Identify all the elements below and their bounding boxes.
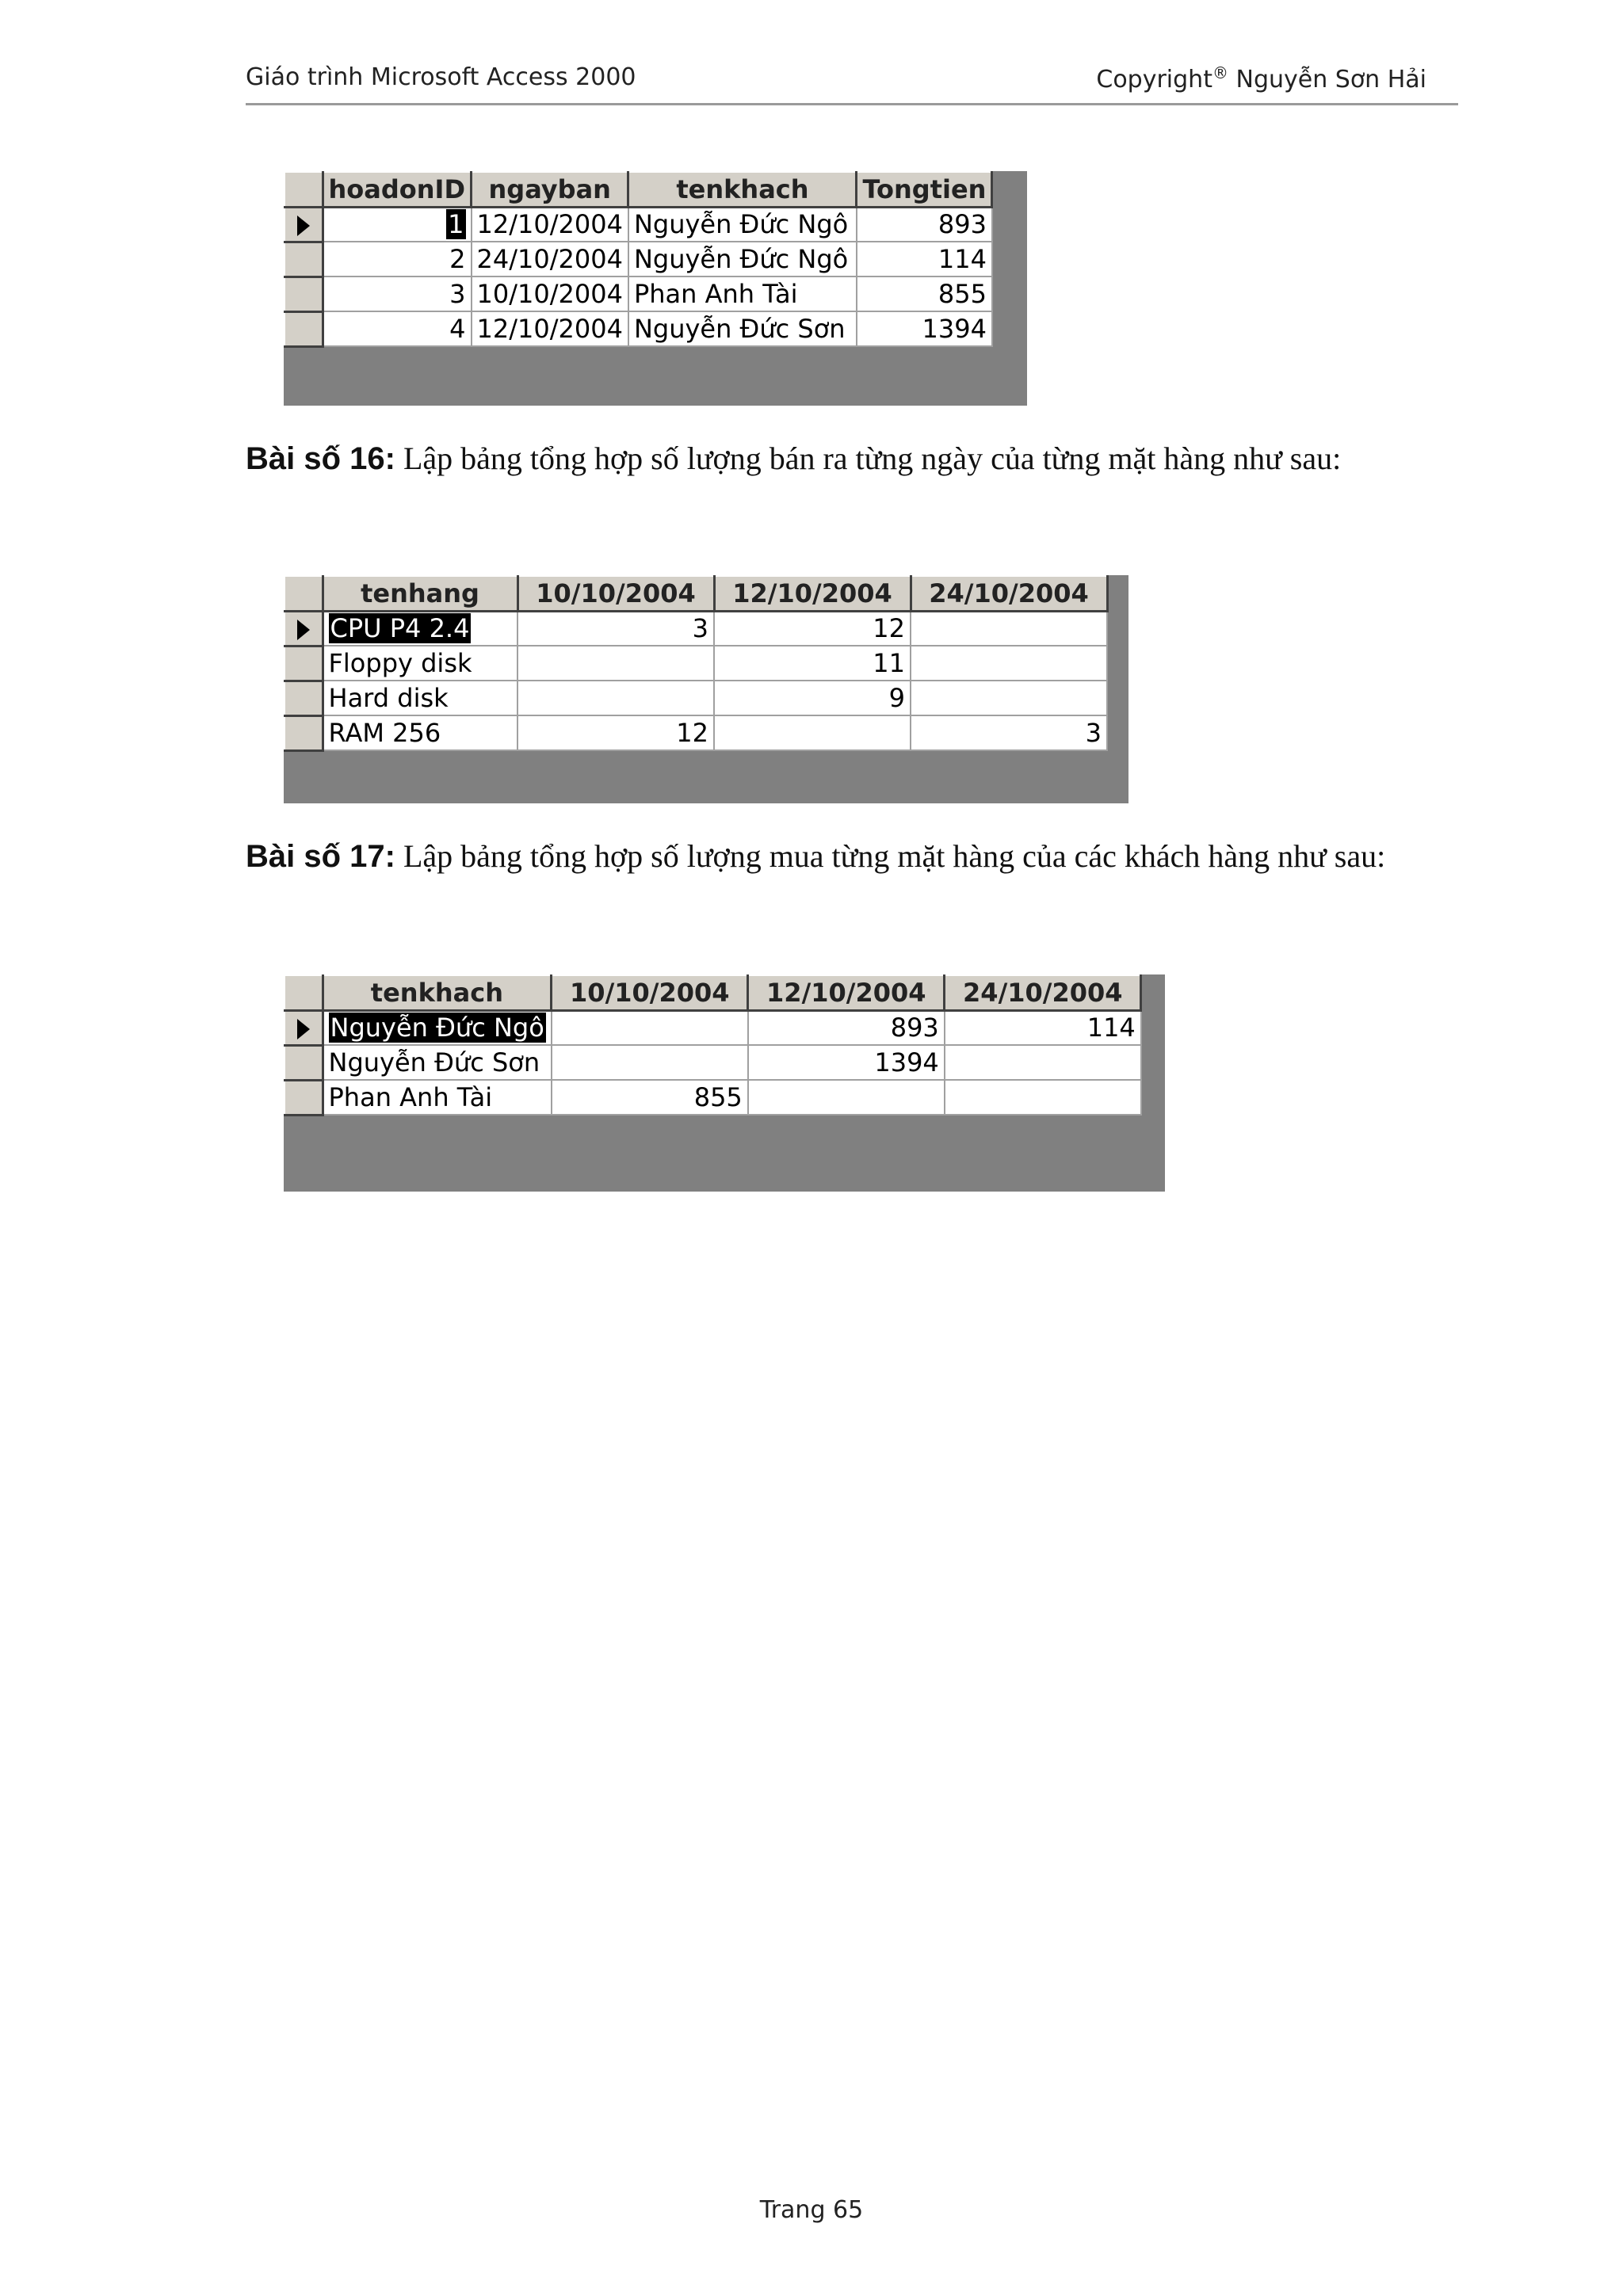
record-selector[interactable] — [285, 715, 323, 750]
column-header[interactable]: 24/10/2004 — [945, 975, 1141, 1010]
cell[interactable]: 114 — [945, 1010, 1141, 1045]
select-all-corner[interactable] — [285, 576, 323, 611]
column-header[interactable]: tenkhach — [323, 975, 552, 1010]
table-row[interactable] — [285, 1080, 1141, 1115]
record-selector[interactable] — [285, 1045, 323, 1080]
column-header[interactable]: 10/10/2004 — [517, 576, 714, 611]
exercise-label: Bài số 17: — [246, 839, 395, 874]
current-record-arrow-icon — [297, 620, 310, 640]
cell[interactable]: 114 — [857, 242, 992, 277]
current-record-arrow-icon — [297, 215, 310, 236]
cell[interactable]: 12 — [517, 715, 714, 750]
cell[interactable] — [552, 1045, 748, 1080]
cell[interactable]: 12/10/2004 — [472, 207, 628, 242]
cell[interactable]: Phan Anh Tài — [628, 277, 857, 311]
cell[interactable]: 1 — [323, 207, 472, 242]
cell[interactable]: Nguyễn Đức Ngô — [628, 207, 857, 242]
column-header[interactable]: tenhang — [323, 576, 517, 611]
datasheet-tenhang — [284, 575, 1128, 803]
cell[interactable] — [911, 646, 1107, 681]
column-header[interactable]: Tongtien — [857, 172, 992, 207]
header-row — [285, 975, 1141, 1010]
record-selector[interactable] — [285, 611, 323, 646]
column-header[interactable]: 10/10/2004 — [552, 975, 748, 1010]
tenhang-table — [284, 575, 1109, 752]
cell[interactable]: Nguyễn Đức Sơn — [323, 1045, 552, 1080]
cell[interactable]: 10/10/2004 — [472, 277, 628, 311]
cell[interactable]: 12/10/2004 — [472, 311, 628, 346]
exercise-text: Lập bảng tổng hợp số lượng bán ra từng ngày của từng mặt hàng như sau: — [403, 441, 1342, 476]
datasheet-tenkhach — [284, 974, 1165, 1192]
exercise-17 — [246, 826, 1442, 887]
cell[interactable]: Phan Anh Tài — [323, 1080, 552, 1115]
page-header — [246, 63, 1458, 105]
header-row — [285, 576, 1107, 611]
header-row — [285, 172, 992, 207]
record-selector[interactable] — [285, 242, 323, 277]
cell[interactable]: Nguyễn Đức Ngô — [323, 1010, 552, 1045]
cell[interactable]: RAM 256 — [323, 715, 517, 750]
table-row[interactable] — [285, 1045, 1141, 1080]
table-row[interactable] — [285, 311, 992, 346]
cell[interactable] — [714, 715, 911, 750]
column-header[interactable]: ngayban — [472, 172, 628, 207]
table-row[interactable] — [285, 646, 1107, 681]
exercise-text: Lập bảng tổng hợp số lượng mua từng mặt hàng của các khách hàng như sau: — [403, 838, 1386, 874]
cell[interactable]: 3 — [323, 277, 472, 311]
record-selector[interactable] — [285, 681, 323, 715]
hoadon-table — [284, 171, 993, 348]
record-selector[interactable] — [285, 277, 323, 311]
record-selector[interactable] — [285, 311, 323, 346]
cell[interactable] — [911, 611, 1107, 646]
cell[interactable]: Nguyễn Đức Ngô — [628, 242, 857, 277]
table-row[interactable] — [285, 715, 1107, 750]
datasheet-hoadon — [284, 171, 1027, 406]
cell[interactable]: 2 — [323, 242, 472, 277]
cell[interactable]: 855 — [552, 1080, 748, 1115]
cell[interactable]: Hard disk — [323, 681, 517, 715]
cell[interactable] — [748, 1080, 945, 1115]
cell[interactable] — [517, 646, 714, 681]
record-selector[interactable] — [285, 1010, 323, 1045]
exercise-16 — [246, 428, 1442, 490]
column-header[interactable]: hoadonID — [323, 172, 472, 207]
column-header[interactable]: 12/10/2004 — [748, 975, 945, 1010]
exercise-label: Bài số 16: — [246, 441, 395, 476]
page-number: Trang 65 — [759, 2196, 864, 2224]
cell[interactable]: 855 — [857, 277, 992, 311]
cell[interactable] — [552, 1010, 748, 1045]
copyright: Copyright® Nguyễn Sơn Hải — [1096, 63, 1426, 93]
table-row[interactable] — [285, 1010, 1141, 1045]
record-selector[interactable] — [285, 1080, 323, 1115]
table-row[interactable] — [285, 681, 1107, 715]
table-row[interactable] — [285, 207, 992, 242]
cell[interactable]: 9 — [714, 681, 911, 715]
cell[interactable]: Floppy disk — [323, 646, 517, 681]
cell[interactable]: 1394 — [748, 1045, 945, 1080]
cell[interactable]: 11 — [714, 646, 911, 681]
cell[interactable] — [945, 1045, 1141, 1080]
cell[interactable]: 3 — [517, 611, 714, 646]
column-header[interactable]: 24/10/2004 — [911, 576, 1107, 611]
record-selector[interactable] — [285, 207, 323, 242]
cell[interactable] — [945, 1080, 1141, 1115]
cell[interactable]: 893 — [748, 1010, 945, 1045]
table-row[interactable] — [285, 277, 992, 311]
cell[interactable]: 3 — [911, 715, 1107, 750]
cell[interactable]: 24/10/2004 — [472, 242, 628, 277]
cell[interactable] — [911, 681, 1107, 715]
column-header[interactable]: 12/10/2004 — [714, 576, 911, 611]
select-all-corner[interactable] — [285, 172, 323, 207]
select-all-corner[interactable] — [285, 975, 323, 1010]
cell[interactable]: 4 — [323, 311, 472, 346]
table-row[interactable] — [285, 611, 1107, 646]
column-header[interactable]: tenkhach — [628, 172, 857, 207]
cell[interactable]: 12 — [714, 611, 911, 646]
cell[interactable] — [517, 681, 714, 715]
current-record-arrow-icon — [297, 1019, 310, 1039]
cell[interactable]: 893 — [857, 207, 992, 242]
cell[interactable]: Nguyễn Đức Sơn — [628, 311, 857, 346]
cell[interactable]: CPU P4 2.4 — [323, 611, 517, 646]
cell[interactable]: 1394 — [857, 311, 992, 346]
record-selector[interactable] — [285, 646, 323, 681]
table-row[interactable] — [285, 242, 992, 277]
tenkhach-table — [284, 974, 1142, 1116]
document-title: Giáo trình Microsoft Access 2000 — [246, 63, 636, 91]
